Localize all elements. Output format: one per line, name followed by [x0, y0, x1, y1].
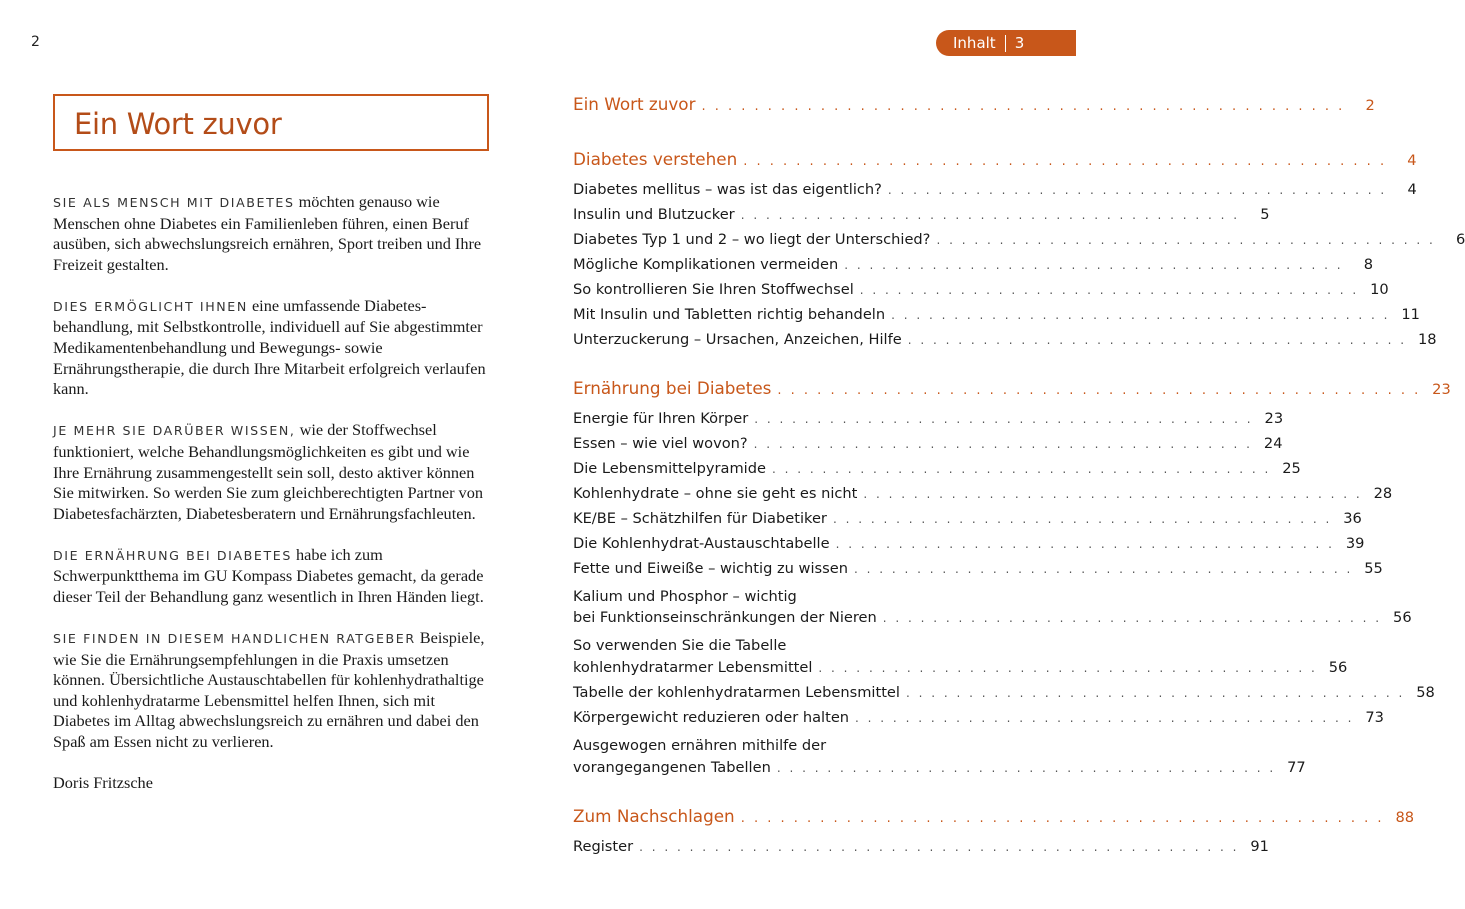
- toc-entry[interactable]: [573, 659, 1348, 683]
- section-tab-label: Inhalt: [953, 34, 996, 52]
- toc-page-number: 23: [1264, 410, 1284, 427]
- toc-entry-first-line: So verwenden Sie die Tabelle: [573, 637, 787, 654]
- right-page-number: 3: [1014, 34, 1025, 52]
- toc-page-number: 5: [1260, 206, 1270, 223]
- leader-dots: . . . . . . . . . . . . . . . . . . . . . . . . . . . . . . . . . . . . . . . .: [818, 661, 1318, 675]
- toc-section-title: Zum Nachschlagen: [573, 806, 735, 826]
- leader-dots: . . . . . . . . . . . . . . . . . . . . . . . . . . . . . . . . . . . . . . . .: [863, 487, 1363, 501]
- toc-entry[interactable]: [573, 435, 1283, 459]
- leader-dots: . . . . . . . . . . . . . . . . . . . . . . . . . . . . . . . . . . . . . . . .: [835, 537, 1335, 551]
- leader-dots: . . . . . . . . . . . . . . . . . . . . . . . . . . . . . . . . . . . . . . . .: [891, 308, 1390, 322]
- intro-title: Ein Wort zuvor: [74, 107, 282, 141]
- toc-entry[interactable]: [573, 485, 1393, 509]
- toc-page-number: 4: [1407, 181, 1417, 198]
- paragraph-lead: SIE ALS MENSCH MIT DIABETES: [53, 195, 295, 210]
- leader-dots: . . . . . . . . . . . . . . . . . . . . . . . . . . . . . . . . . . . . . . . .: [776, 761, 1276, 775]
- toc-entry[interactable]: [573, 535, 1365, 559]
- toc-entry-title: Tabelle der kohlenhydratarmen Lebensmittel: [573, 684, 900, 701]
- toc-page-number: 11: [1401, 306, 1420, 323]
- toc-entry[interactable]: [573, 206, 1270, 230]
- toc-entry[interactable]: [573, 181, 1417, 205]
- leader-dots: . . . . . . . . . . . . . . . . . . . . . . . . . . . . . . . . . . . . . . . .: [882, 611, 1382, 625]
- toc-entry-title: Diabetes Typ 1 und 2 – wo liegt der Unterschied?: [573, 231, 931, 248]
- toc-page-number: 23: [1432, 381, 1451, 398]
- toc-entry[interactable]: [573, 609, 1412, 633]
- leader-dots: . . . . . . . . . . . . . . . . . . . . . . . . . . . . . . . . . . . . . . . . . . . . . . . .: [639, 840, 1239, 854]
- toc-entry-title: So kontrollieren Sie Ihren Stoffwechsel: [573, 281, 854, 298]
- toc-entry-title: Die Lebensmittelpyramide: [573, 460, 766, 477]
- toc-page-number: 58: [1416, 684, 1435, 701]
- toc-entry-title: Körpergewicht reduzieren oder halten: [573, 709, 850, 726]
- toc-section-ein-wort-zuvor[interactable]: [573, 94, 1375, 118]
- toc-entry-title: Die Kohlenhydrat-Austauschtabelle: [573, 535, 830, 552]
- intro-paragraph: [53, 545, 493, 608]
- paragraph-lead: JE MEHR SIE DARÜBER WISSEN,: [53, 423, 296, 439]
- leader-dots: . . . . . . . . . . . . . . . . . . . . . . . . . . . . . . . . . . . . . . . .: [887, 183, 1387, 197]
- toc-entry[interactable]: [573, 709, 1384, 733]
- toc-page-number: 56: [1393, 609, 1412, 626]
- toc-page-number: 36: [1343, 510, 1362, 527]
- toc-entry-title: Kohlenhydrate – ohne sie geht es nicht: [573, 485, 858, 502]
- intro-paragraph: [53, 296, 493, 400]
- toc-page-number: 56: [1328, 659, 1348, 676]
- paragraph-lead: DIE ERNÄHRUNG BEI DIABETES: [53, 547, 292, 563]
- toc-section-diabetes-verstehen[interactable]: [573, 149, 1417, 173]
- toc-entry[interactable]: [573, 281, 1389, 305]
- toc-page-number: 39: [1345, 535, 1365, 552]
- toc-page-number: 2: [1365, 97, 1375, 114]
- toc-page-number: 77: [1287, 759, 1306, 776]
- leader-dots: . . . . . . . . . . . . . . . . . . . . . . . . . . . . . . . . . . . . . . . .: [859, 283, 1359, 297]
- toc-page-number: 6: [1455, 231, 1465, 248]
- toc-entry-first-line: Ausgewogen ernähren mithilfe der: [573, 737, 827, 754]
- section-tab: [936, 30, 1076, 56]
- toc-entry[interactable]: [573, 838, 1269, 862]
- toc-page-number: 91: [1250, 838, 1269, 855]
- leader-dots: . . . . . . . . . . . . . . . . . . . . . . . . . . . . . . . . . . . . . . . .: [907, 333, 1407, 347]
- leader-dots: . . . . . . . . . . . . . . . . . . . . . . . . . . . . . . . . . . . . . . . .: [905, 686, 1405, 700]
- toc-entry[interactable]: [573, 410, 1284, 434]
- toc-entry[interactable]: [573, 759, 1306, 783]
- intro-paragraph: [53, 192, 493, 275]
- toc-section-ernaehrung-bei-diabetes[interactable]: [573, 378, 1451, 402]
- leader-dots: . . . . . . . . . . . . . . . . . . . . . . . . . . . . . . . . . . . . . . . .: [855, 711, 1354, 725]
- signature: Doris Fritzsche: [53, 773, 153, 793]
- toc-entry[interactable]: [573, 331, 1437, 355]
- toc-page-number: 18: [1418, 331, 1437, 348]
- intro-paragraph: [53, 420, 493, 524]
- toc-page-number: 4: [1407, 152, 1417, 169]
- toc-entry[interactable]: [573, 684, 1435, 708]
- toc-entry-title: Unterzuckerung – Ursachen, Anzeichen, Hilfe: [573, 331, 902, 348]
- paragraph-text: Beispiele, wie Sie die Ernährungsempfehlungen in die Praxis umsetzen können. Übersichtliche Austauschtabellen für kohlenhydrathaltige und kohlenhydratarme Lebensmittel helfen Ihnen, sich mit Diabetes im Alltag abwechslungsreich zu ernähren und dabei den Spaß am Essen nicht zu verlieren.: [53, 628, 485, 752]
- intro-paragraph: [53, 628, 493, 753]
- leader-dots: . . . . . . . . . . . . . . . . . . . . . . . . . . . . . . . . . . . . . . . .: [853, 562, 1353, 576]
- toc-entry-title: Mit Insulin und Tabletten richtig behandeln: [573, 306, 886, 323]
- paragraph-text: eine umfassende Diabetesbehandlung, mit Selbstkontrolle, individuell auf Sie abgestimmter Medikamentenbehandlung und Bewegungs- sowie Ernährungstherapie, die durch Ihre Mitarbeit erfolgreich verlaufen kann.: [53, 295, 486, 399]
- toc-entry[interactable]: [573, 510, 1362, 534]
- toc-section-title: Ein Wort zuvor: [573, 94, 696, 114]
- toc-section-zum-nachschlagen[interactable]: [573, 806, 1415, 830]
- leader-dots: . . . . . . . . . . . . . . . . . . . . . . . . . . . . . . . . . . . . . . . .: [771, 462, 1271, 476]
- toc-page-number: 8: [1363, 256, 1374, 273]
- leader-dots: . . . . . . . . . . . . . . . . . . . . . . . . . . . . . . . . . . . . . . . .: [754, 412, 1254, 426]
- toc-page-number: 88: [1395, 809, 1415, 826]
- leader-dots: . . . . . . . . . . . . . . . . . . . . . . . . . . . . . . . . . . . . . . . . . . . . . . . . .: [743, 154, 1387, 169]
- paragraph-text: habe ich zum Schwerpunktthema im GU Kompass Diabetes gemacht, da gerade dieser Teil der Behandlung ganz wesentlich in Ihren Händen liegt.: [53, 544, 484, 606]
- toc-entry-first-line: Kalium und Phosphor – wichtig: [573, 588, 797, 605]
- paragraph-text: wie der Stoffwechsel funktioniert, welche Behandlungsmöglichkeiten es gibt und wie Ihre Ernährung zusammengestellt sein soll, desto aktiver können Sie mitwirken. So werden Sie zum gleichberechtigten Partner von Diabetesfachärzten, Diabetesberatern und Ernährungsfachleuten.: [53, 420, 483, 523]
- toc-page-number: 28: [1373, 485, 1393, 502]
- left-page-number: 2: [31, 34, 40, 50]
- toc-entry[interactable]: [573, 256, 1374, 280]
- toc-entry-title: vorangegangenen Tabellen: [573, 759, 771, 776]
- toc-entry-title: Diabetes mellitus – was ist das eigentlich?: [573, 181, 882, 198]
- toc-section-title: Ernährung bei Diabetes: [573, 378, 772, 398]
- toc-entry-title: Insulin und Blutzucker: [573, 206, 735, 223]
- toc-entry-title: bei Funktionseinschränkungen der Nieren: [573, 609, 877, 626]
- leader-dots: . . . . . . . . . . . . . . . . . . . . . . . . . . . . . . . . . . . . . . . .: [740, 208, 1240, 222]
- toc-entry-title: Energie für Ihren Körper: [573, 410, 749, 427]
- toc-entry-title: kohlenhydratarmer Lebensmittel: [573, 659, 813, 676]
- toc-entry[interactable]: [573, 231, 1465, 255]
- toc-entry-title: Essen – wie viel wovon?: [573, 435, 748, 452]
- leader-dots: . . . . . . . . . . . . . . . . . . . . . . . . . . . . . . . . . . . . . . . . . . . . . . . . .: [777, 383, 1421, 398]
- toc-page-number: 55: [1364, 560, 1383, 577]
- toc-entry[interactable]: [573, 460, 1301, 484]
- leader-dots: . . . . . . . . . . . . . . . . . . . . . . . . . . . . . . . . . . . . . . . . . . . . . . . . .: [701, 99, 1345, 114]
- toc-entry-title: Fette und Eiweiße – wichtig zu wissen: [573, 560, 848, 577]
- toc-section-title: Diabetes verstehen: [573, 149, 738, 169]
- toc-entry-title: KE/BE – Schätzhilfen für Diabetiker: [573, 510, 827, 527]
- leader-dots: . . . . . . . . . . . . . . . . . . . . . . . . . . . . . . . . . . . . . . . .: [936, 233, 1436, 247]
- toc-page-number: 10: [1370, 281, 1389, 298]
- paragraph-lead: DIES ERMÖGLICHT IHNEN: [53, 298, 248, 314]
- toc-entry[interactable]: [573, 306, 1420, 330]
- toc-entry-title: Mögliche Komplikationen vermeiden: [573, 256, 839, 273]
- paragraph-text: möchten genauso wie Menschen ohne Diabetes ein Familienleben führen, einen Beruf ausüben, sich abwechslungsreich ernähren, Sport treiben und Ihre Freizeit gestalten.: [53, 192, 482, 274]
- section-tab-divider: [1005, 35, 1006, 52]
- leader-dots: . . . . . . . . . . . . . . . . . . . . . . . . . . . . . . . . . . . . . . . . . . . . . . . . .: [740, 811, 1385, 826]
- leader-dots: . . . . . . . . . . . . . . . . . . . . . . . . . . . . . . . . . . . . . . . .: [844, 258, 1344, 272]
- leader-dots: . . . . . . . . . . . . . . . . . . . . . . . . . . . . . . . . . . . . . . . .: [832, 512, 1332, 526]
- intro-title-box: [53, 94, 489, 151]
- toc-entry[interactable]: [573, 560, 1383, 584]
- paragraph-lead: SIE FINDEN IN DIESEM HANDLICHEN RATGEBER: [53, 631, 416, 647]
- toc-entry-title: Register: [573, 838, 634, 855]
- toc-page-number: 24: [1263, 435, 1283, 452]
- toc-page-number: 73: [1365, 709, 1384, 726]
- intro-text: [53, 192, 493, 814]
- leader-dots: . . . . . . . . . . . . . . . . . . . . . . . . . . . . . . . . . . . . . . . .: [753, 437, 1253, 451]
- toc-page-number: 25: [1282, 460, 1301, 477]
